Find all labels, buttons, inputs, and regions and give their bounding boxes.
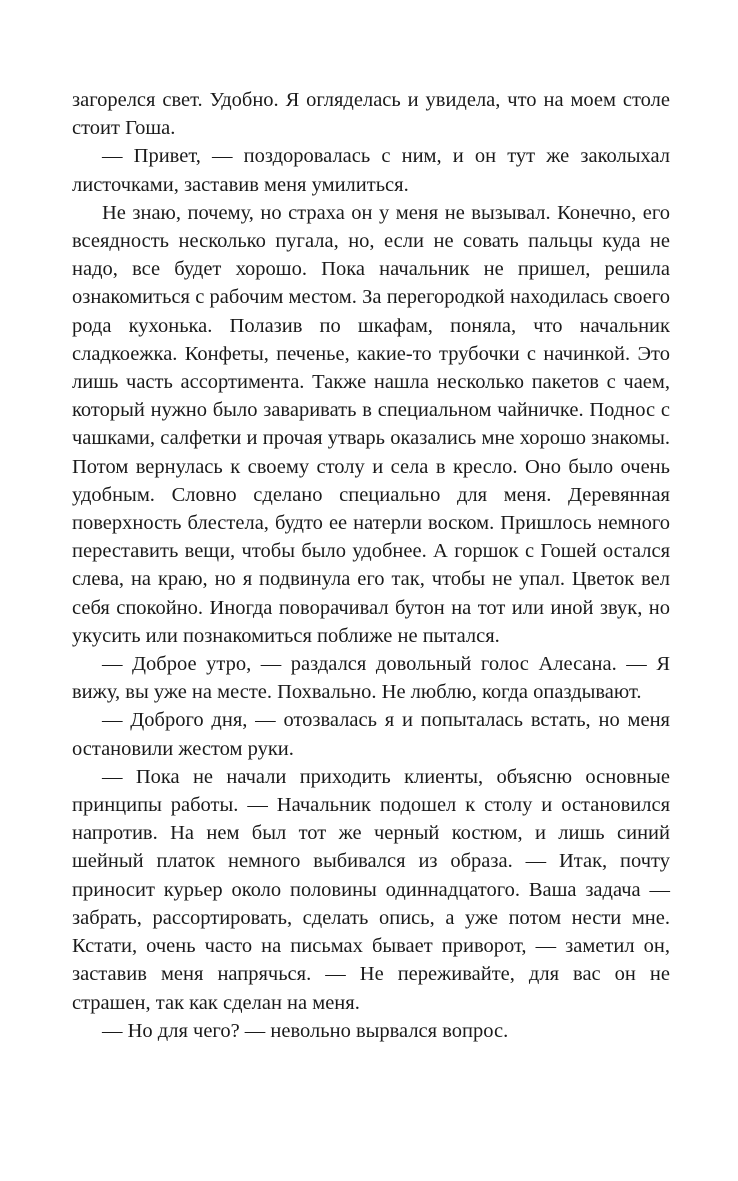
- paragraph-7: — Но для чего? — невольно вырвался вопрос.: [102, 1019, 509, 1042]
- paragraph-5: — Доброго дня, — отозвалась я и попыталась встать, но меня остановили жестом руки.: [72, 709, 670, 760]
- paragraph-4: — Доброе утро, — раздался довольный голос Алесана. — Я вижу, вы уже на месте. Похвально. Не люблю, когда опаздывают.: [72, 653, 670, 704]
- paragraph-6: — Пока не начали приходить клиенты, объясню основные принципы работы. — Начальник подошел к столу и остановился напротив. На нем был тот же черный костюм, и лишь синий шейный платок немного выбивался из образа. — Итак, почту приносит курьер около половины одиннадцатого. Ваша задача — забрать, рассортировать, сделать опись, а уже потом нести мне. Кстати, очень часто на письмах бывает приворот, — заметил он, заставив меня напрячься. — Не переживайте, для вас он не страшен, так как сделан на меня.: [72, 765, 670, 1014]
- paragraph-2: — Привет, — поздоровалась с ним, и он тут же заколыхал листочками, заставив меня умилиться.: [72, 145, 670, 196]
- paragraph-3: Не знаю, почему, но страха он у меня не вызывал. Конечно, его всеядность несколько пугала, но, если не совать пальцы куда не надо, все будет хорошо. Пока начальник не пришел, решила ознакомиться с рабочим местом. За перегородкой находилась своего рода кухонька. Полазив по шкафам, поняла, что начальник сладкоежка. Конфеты, печенье, какие-то трубочки с начинкой. Это лишь часть ассортимента. Также нашла несколько пакетов с чаем, который нужно было заваривать в специальном чайничке. Поднос с чашками, салфетки и прочая утварь оказались мне хорошо знакомы. Потом вернулась к своему столу и села в кресло. Оно было очень удобным. Словно сделано специально для меня. Деревянная поверхность блестела, будто ее натерли воском. Пришлось немного переставить вещи, чтобы было удобнее. А горшок с Гошей остался слева, на краю, но я подвинула его так, чтобы не упал. Цветок вел себя спокойно. Иногда поворачивал бутон на тот или иной звук, но укусить или познакомиться поближе не пытался.: [72, 201, 670, 647]
- book-page-text: [72, 86, 670, 1045]
- paragraph-1: загорелся свет. Удобно. Я огляделась и увидела, что на моем столе стоит Гоша.: [72, 89, 670, 140]
